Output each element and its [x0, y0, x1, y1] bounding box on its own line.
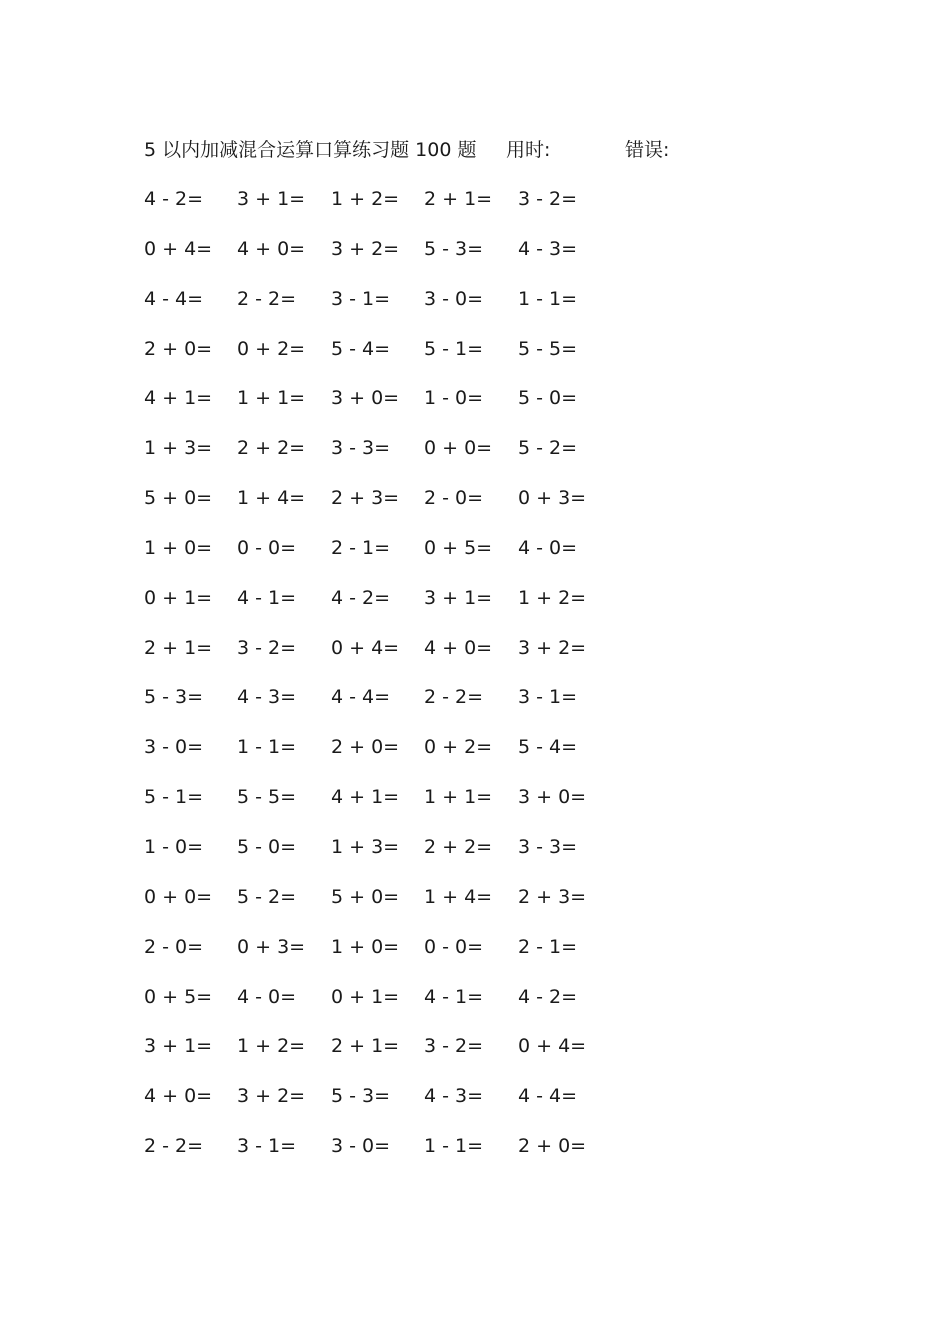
problem-item: 5 - 1= [144, 786, 204, 809]
problem-item: 2 + 0= [518, 1135, 587, 1158]
problem-row [144, 235, 624, 285]
problem-item: 5 - 0= [518, 387, 578, 410]
problem-item: 4 - 4= [144, 287, 204, 310]
problem-item: 2 + 0= [331, 736, 400, 759]
problem-row [144, 933, 624, 983]
problem-item: 1 - 0= [144, 835, 204, 858]
problem-item: 5 - 2= [518, 437, 578, 460]
problem-row [144, 883, 624, 933]
problem-item: 3 - 3= [518, 835, 578, 858]
problem-item: 5 - 2= [237, 885, 297, 908]
problem-item: 0 + 5= [424, 536, 493, 559]
problem-item: 5 - 5= [518, 337, 578, 360]
problem-item: 0 - 0= [237, 536, 297, 559]
problem-item: 1 - 0= [424, 387, 484, 410]
problem-item: 2 + 0= [144, 337, 213, 360]
problem-item: 3 + 0= [331, 387, 400, 410]
problem-item: 4 - 2= [518, 985, 578, 1008]
problem-item: 4 - 4= [331, 686, 391, 709]
problem-item: 1 + 0= [331, 935, 400, 958]
problem-item: 2 + 1= [144, 636, 213, 659]
problem-item: 2 + 1= [424, 188, 493, 210]
problem-item: 1 + 3= [144, 437, 213, 460]
problem-item: 5 - 1= [424, 337, 484, 360]
problem-row [144, 733, 624, 783]
problem-item: 4 - 0= [237, 985, 297, 1008]
problem-item: 3 + 1= [144, 1035, 213, 1058]
problem-item: 0 + 4= [518, 1035, 587, 1058]
problem-item: 2 + 2= [424, 835, 493, 858]
problem-item: 3 + 2= [237, 1085, 306, 1108]
problem-item: 3 - 0= [144, 736, 204, 759]
problem-row [144, 335, 624, 385]
time-used-label: 用时: [506, 139, 551, 161]
problem-item: 3 + 2= [518, 636, 587, 659]
problem-row [144, 584, 624, 634]
problem-item: 3 - 1= [518, 686, 578, 709]
problem-item: 2 + 1= [331, 1035, 400, 1058]
problem-item: 0 + 3= [518, 487, 587, 510]
problem-item: 0 + 5= [144, 985, 213, 1008]
problem-row [144, 484, 624, 534]
problem-item: 2 - 2= [424, 686, 484, 709]
problem-item: 1 + 0= [144, 536, 213, 559]
problem-item: 5 - 3= [331, 1085, 391, 1108]
problem-item: 1 + 4= [424, 885, 493, 908]
problem-item: 1 + 1= [424, 786, 493, 809]
problem-item: 3 - 3= [331, 437, 391, 460]
problem-item: 4 - 2= [331, 586, 391, 609]
problem-row [144, 783, 624, 833]
problem-item: 1 + 1= [237, 387, 306, 410]
problem-item: 3 - 0= [424, 287, 484, 310]
problem-row [144, 384, 624, 434]
problem-item: 3 - 2= [424, 1035, 484, 1058]
problem-item: 4 + 0= [424, 636, 493, 659]
problem-item: 5 - 0= [237, 835, 297, 858]
problem-item: 0 + 0= [144, 885, 213, 908]
problem-item: 5 + 0= [331, 885, 400, 908]
problem-item: 4 - 3= [424, 1085, 484, 1108]
problem-grid [144, 185, 624, 1182]
problem-item: 4 - 4= [518, 1085, 578, 1108]
problem-item: 4 - 3= [237, 686, 297, 709]
problem-item: 4 + 1= [331, 786, 400, 809]
problem-row [144, 185, 624, 235]
problem-item: 2 + 2= [237, 437, 306, 460]
problem-item: 4 + 0= [144, 1085, 213, 1108]
problem-row [144, 285, 624, 335]
problem-item: 3 - 1= [331, 287, 391, 310]
worksheet-header [144, 136, 744, 164]
problem-item: 3 - 2= [518, 188, 578, 210]
problem-row [144, 1032, 624, 1082]
problem-item: 4 - 3= [518, 237, 578, 260]
problem-row [144, 1132, 624, 1182]
problem-item: 2 - 0= [144, 935, 204, 958]
problem-item: 3 + 1= [237, 188, 306, 210]
problem-item: 2 - 2= [237, 287, 297, 310]
problem-item: 1 + 3= [331, 835, 400, 858]
problem-item: 0 + 3= [237, 935, 306, 958]
problem-item: 0 + 2= [237, 337, 306, 360]
problem-item: 1 + 4= [237, 487, 306, 510]
problem-row [144, 534, 624, 584]
problem-item: 3 + 2= [331, 237, 400, 260]
problem-item: 0 + 1= [144, 586, 213, 609]
problem-item: 2 + 3= [518, 885, 587, 908]
problem-item: 0 + 2= [424, 736, 493, 759]
problem-item: 4 - 0= [518, 536, 578, 559]
problem-item: 4 + 0= [237, 237, 306, 260]
problem-item: 5 - 3= [144, 686, 204, 709]
problem-item: 5 - 3= [424, 237, 484, 260]
problem-item: 4 - 1= [424, 985, 484, 1008]
problem-item: 1 + 2= [331, 188, 400, 210]
problem-item: 1 - 1= [518, 287, 578, 310]
problem-row [144, 983, 624, 1033]
problem-item: 5 - 5= [237, 786, 297, 809]
worksheet-title: 5 以内加减混合运算口算练习题 100 题 [144, 139, 477, 161]
problem-item: 4 - 2= [144, 188, 204, 210]
problem-item: 4 + 1= [144, 387, 213, 410]
problem-item: 5 - 4= [331, 337, 391, 360]
problem-row [144, 1082, 624, 1132]
problem-item: 1 + 2= [237, 1035, 306, 1058]
problem-item: 3 - 2= [237, 636, 297, 659]
problem-item: 2 - 1= [331, 536, 391, 559]
problem-item: 3 - 1= [237, 1135, 297, 1158]
problem-item: 2 + 3= [331, 487, 400, 510]
problem-item: 2 - 1= [518, 935, 578, 958]
problem-item: 4 - 1= [237, 586, 297, 609]
problem-item: 1 - 1= [237, 736, 297, 759]
problem-item: 1 + 2= [518, 586, 587, 609]
problem-item: 3 + 1= [424, 586, 493, 609]
problem-item: 2 - 2= [144, 1135, 204, 1158]
problem-item: 0 + 0= [424, 437, 493, 460]
problem-item: 0 + 4= [144, 237, 213, 260]
problem-item: 0 + 1= [331, 985, 400, 1008]
problem-item: 2 - 0= [424, 487, 484, 510]
problem-item: 1 - 1= [424, 1135, 484, 1158]
problem-item: 3 + 0= [518, 786, 587, 809]
problem-row [144, 634, 624, 684]
problem-row [144, 683, 624, 733]
problem-item: 0 - 0= [424, 935, 484, 958]
problem-item: 5 + 0= [144, 487, 213, 510]
problem-item: 5 - 4= [518, 736, 578, 759]
problem-item: 3 - 0= [331, 1135, 391, 1158]
errors-label: 错误: [625, 139, 670, 161]
problem-row [144, 833, 624, 883]
problem-row [144, 434, 624, 484]
problem-item: 0 + 4= [331, 636, 400, 659]
